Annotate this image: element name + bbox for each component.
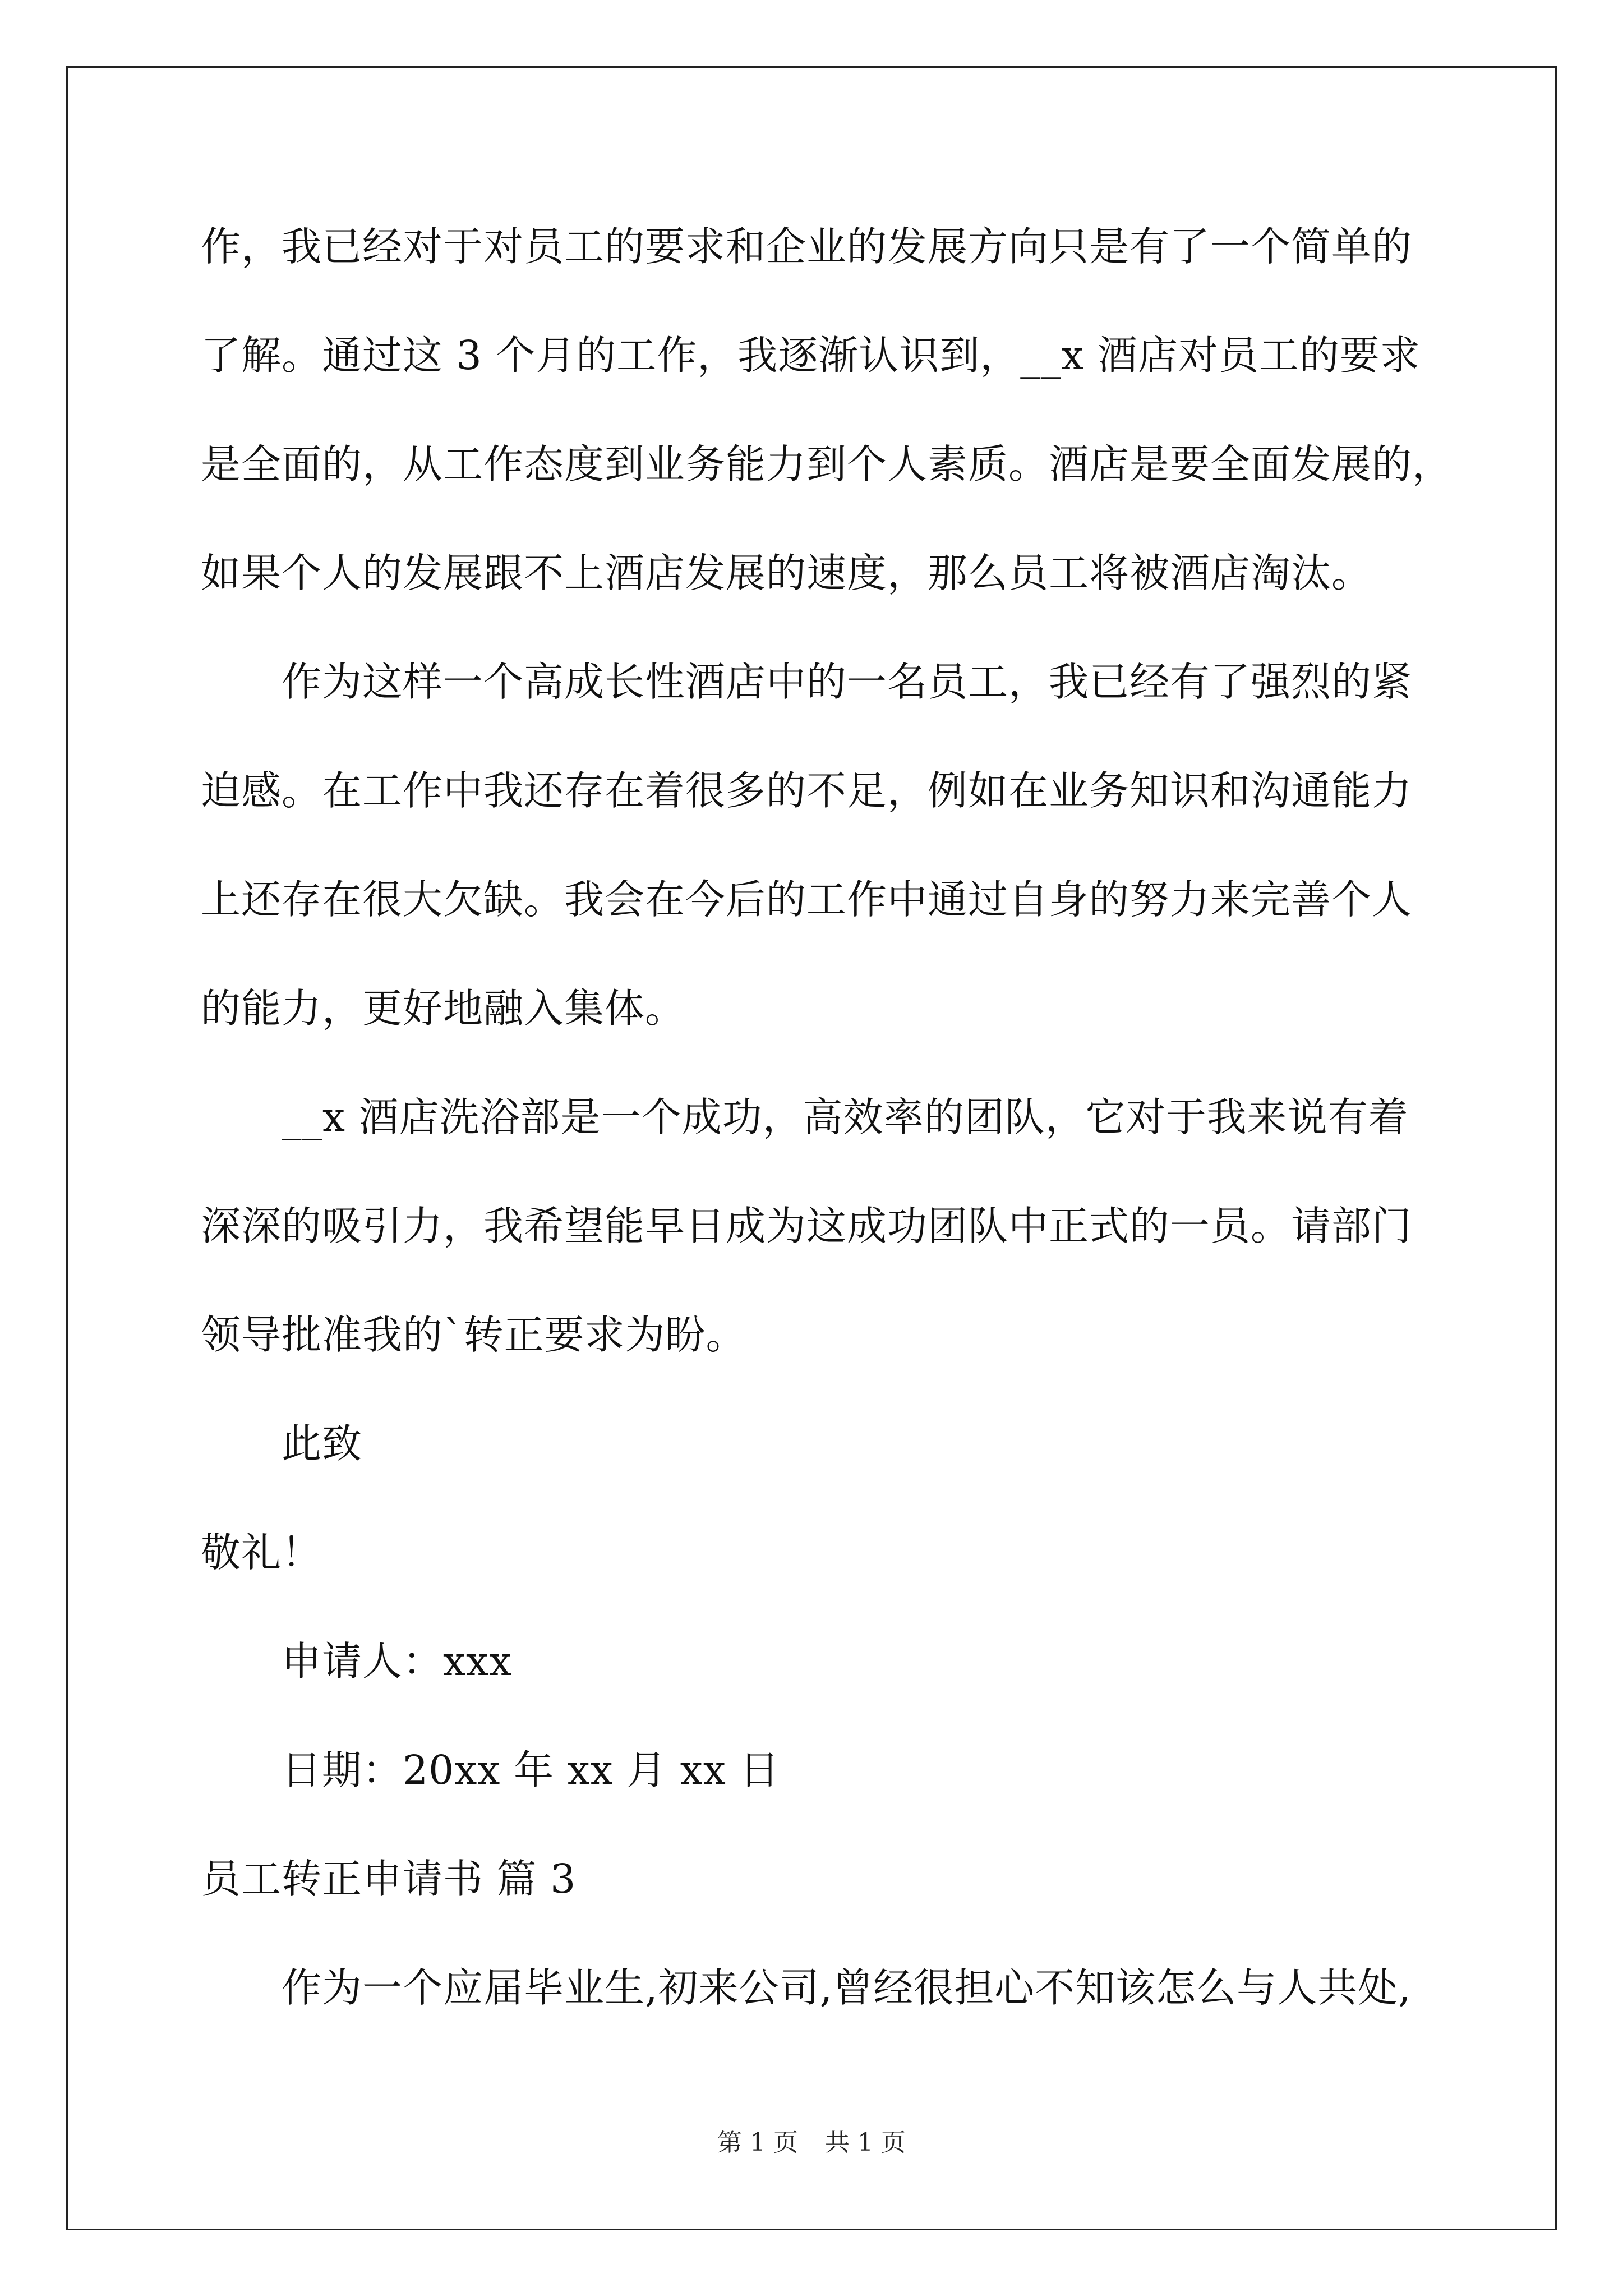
text-line-17: 作为一个应届毕业生,初来公司,曾经很担心不知该怎么与人共处, [282, 1964, 1412, 2011]
text-line-11: 领导批准我的`转正要求为盼。 [201, 1312, 746, 1358]
text-line-2: 了解。通过这 3 个月的工作，我逐渐认识到，__x 酒店对员工的要求 [201, 332, 1421, 379]
text-line-10: 深深的吸引力，我希望能早日成为这成功团队中正式的一员。请部门 [201, 1203, 1413, 1249]
text-line-5: 作为这样一个高成长性酒店中的一名员工，我已经有了强烈的紧 [282, 659, 1413, 705]
text-line-9: __x 酒店洗浴部是一个成功，高效率的团队，它对于我来说有着 [282, 1094, 1409, 1140]
date-line: 日期：20xx 年 xx 月 xx 日 [282, 1747, 780, 1793]
text-line-1: 作，我已经对于对员工的要求和企业的发展方向只是有了一个简单的 [201, 223, 1413, 270]
page-number-current: 第 1 页 [717, 2128, 798, 2157]
text-line-6: 迫感。在工作中我还存在着很多的不足，例如在业务知识和沟通能力 [201, 767, 1413, 814]
salutation-line: 此致 [282, 1420, 363, 1467]
section-heading: 员工转正申请书 篇 3 [201, 1856, 577, 1902]
closing-line: 敬礼！ [201, 1529, 322, 1576]
page-number-total: 共 1 页 [825, 2128, 906, 2157]
applicant-line: 申请人：xxx [282, 1638, 513, 1685]
page-footer [0, 2126, 1623, 2160]
text-line-4: 如果个人的发展跟不上酒店发展的速度，那么员工将被酒店淘汰。 [201, 550, 1372, 596]
text-line-3: 是全面的，从工作态度到业务能力到个人素质。酒店是要全面发展的， [201, 441, 1453, 487]
text-line-7: 上还存在很大欠缺。我会在今后的工作中通过自身的努力来完善个人 [201, 876, 1413, 923]
text-line-8: 的能力，更好地融入集体。 [201, 985, 686, 1032]
